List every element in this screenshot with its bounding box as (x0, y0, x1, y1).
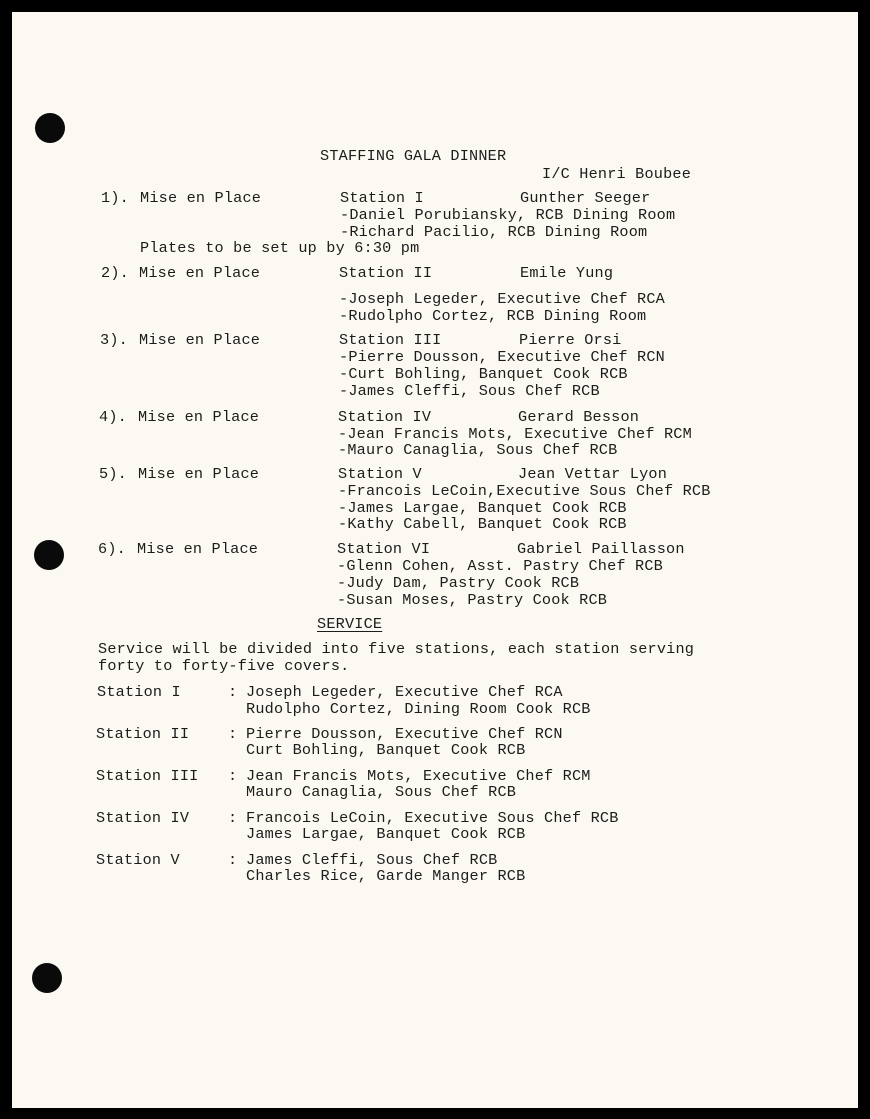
mise-num-5: 5). (99, 465, 127, 483)
mise-staff-3-1: -Pierre Dousson, Executive Chef RCN (339, 348, 665, 366)
service-heading: SERVICE (317, 615, 383, 633)
punch-hole-middle (34, 540, 64, 570)
service-station-3-line-1: Jean Francis Mots, Executive Chef RCM (246, 767, 591, 785)
in-charge: I/C Henri Boubee (542, 165, 692, 183)
service-station-1-line-2: Rudolpho Cortez, Dining Room Cook RCB (246, 700, 591, 718)
punch-hole-bottom (32, 963, 62, 993)
mise-station-1: Station I (340, 189, 424, 207)
mise-staff-6-3: -Susan Moses, Pastry Cook RCB (337, 591, 608, 609)
service-station-4-line-1: Francois LeCoin, Executive Sous Chef RCB (246, 809, 619, 827)
service-station-4-line-2: James Largae, Banquet Cook RCB (246, 825, 526, 843)
mise-station-5: Station V (338, 465, 422, 483)
service-station-3-name: Station III (96, 767, 199, 785)
mise-staff-4-1: -Jean Francis Mots, Executive Chef RCM (338, 425, 692, 443)
mise-num-4: 4). (99, 408, 127, 426)
mise-lead-5: Jean Vettar Lyon (518, 465, 668, 483)
mise-num-2: 2). (101, 264, 129, 282)
service-station-3-colon: : (228, 767, 238, 785)
mise-staff-2-1: -Joseph Legeder, Executive Chef RCA (339, 290, 665, 308)
service-station-5-line-1: James Cleffi, Sous Chef RCB (246, 851, 498, 869)
service-intro-1: Service will be divided into five stations, each station serving (98, 640, 695, 658)
mise-label-2: Mise en Place (139, 264, 261, 282)
mise-staff-1-1: -Daniel Porubiansky, RCB Dining Room (340, 206, 676, 224)
service-station-4-name: Station IV (96, 809, 190, 827)
mise-station-2: Station II (339, 264, 433, 282)
mise-staff-5-3: -Kathy Cabell, Banquet Cook RCB (338, 515, 627, 533)
mise-label-6: Mise en Place (137, 540, 259, 558)
mise-staff-3-3: -James Cleffi, Sous Chef RCB (339, 382, 600, 400)
mise-staff-1-2: -Richard Pacilio, RCB Dining Room (340, 223, 648, 241)
mise-lead-1: Gunther Seeger (520, 189, 651, 207)
mise-station-4: Station IV (338, 408, 432, 426)
service-station-2-line-2: Curt Bohling, Banquet Cook RCB (246, 741, 526, 759)
punch-hole-top (35, 113, 65, 143)
mise-label-1: Mise en Place (140, 189, 262, 207)
mise-staff-2-2: -Rudolpho Cortez, RCB Dining Room (339, 307, 647, 325)
mise-label-3: Mise en Place (139, 331, 261, 349)
mise-station-6: Station VI (337, 540, 431, 558)
service-station-2-line-1: Pierre Dousson, Executive Chef RCN (246, 725, 563, 743)
mise-station-3: Station III (339, 331, 442, 349)
mise-staff-3-2: -Curt Bohling, Banquet Cook RCB (339, 365, 628, 383)
service-station-5-name: Station V (96, 851, 180, 869)
mise-lead-2: Emile Yung (520, 264, 614, 282)
document-title: STAFFING GALA DINNER (320, 147, 507, 165)
service-station-1-line-1: Joseph Legeder, Executive Chef RCA (246, 683, 563, 701)
mise-lead-3: Pierre Orsi (519, 331, 622, 349)
service-station-4-colon: : (228, 809, 238, 827)
mise-label-4: Mise en Place (138, 408, 260, 426)
mise-num-3: 3). (100, 331, 128, 349)
mise-label-5: Mise en Place (138, 465, 260, 483)
service-station-2-name: Station II (96, 725, 190, 743)
mise-lead-4: Gerard Besson (518, 408, 640, 426)
service-station-5-colon: : (228, 851, 238, 869)
mise-num-1: 1). (101, 189, 129, 207)
service-station-3-line-2: Mauro Canaglia, Sous Chef RCB (246, 783, 517, 801)
mise-lead-6: Gabriel Paillasson (517, 540, 685, 558)
service-station-2-colon: : (228, 725, 238, 743)
mise-staff-6-1: -Glenn Cohen, Asst. Pastry Chef RCB (337, 557, 663, 575)
mise-staff-6-2: -Judy Dam, Pastry Cook RCB (337, 574, 580, 592)
mise-staff-5-2: -James Largae, Banquet Cook RCB (338, 499, 627, 517)
mise-staff-5-1: -Francois LeCoin,Executive Sous Chef RCB (338, 482, 711, 500)
service-station-1-colon: : (228, 683, 238, 701)
mise-num-6: 6). (98, 540, 126, 558)
mise-note-1: Plates to be set up by 6:30 pm (140, 239, 420, 257)
mise-staff-4-2: -Mauro Canaglia, Sous Chef RCB (338, 441, 618, 459)
service-station-5-line-2: Charles Rice, Garde Manger RCB (246, 867, 526, 885)
service-intro-2: forty to forty-five covers. (98, 657, 350, 675)
service-station-1-name: Station I (97, 683, 181, 701)
